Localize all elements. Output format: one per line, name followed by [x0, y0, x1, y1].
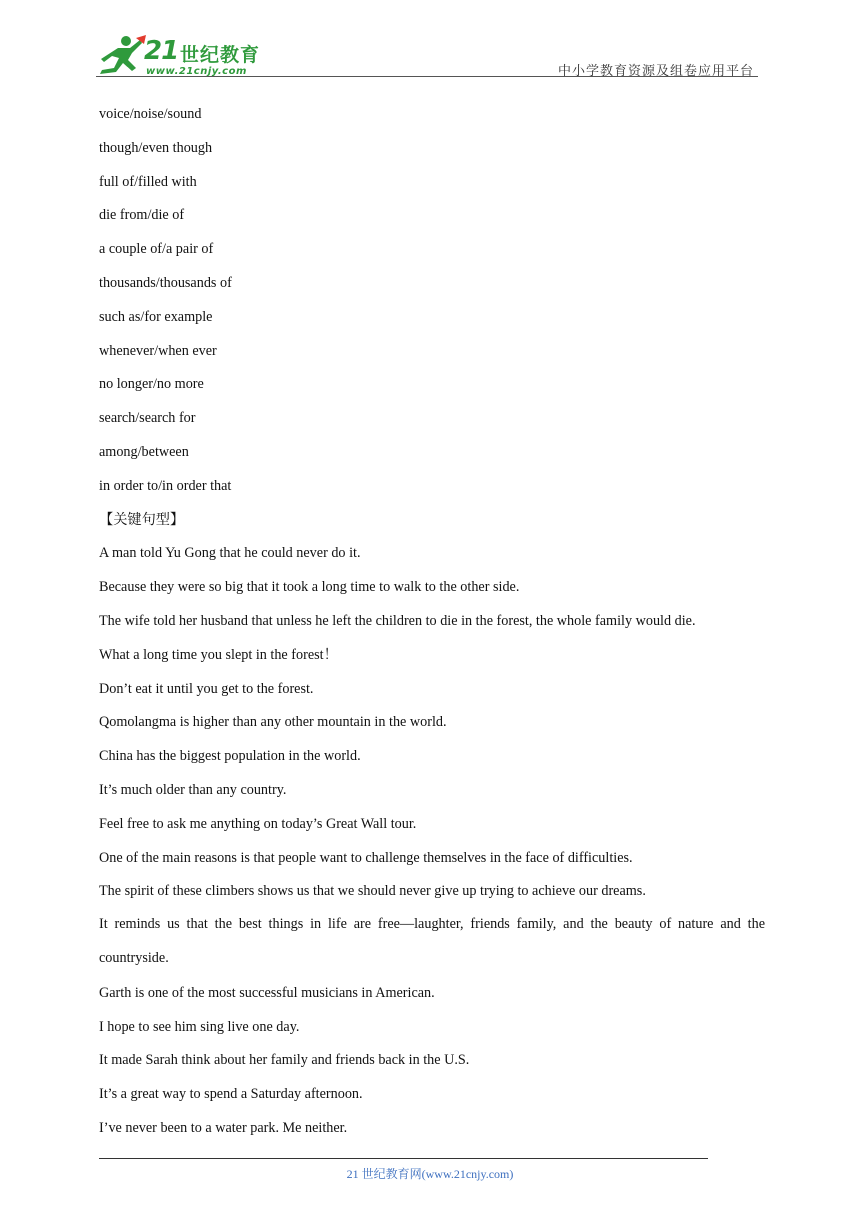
phrase-line: a couple of/a pair of	[99, 241, 214, 258]
sentence-line: It’s a great way to spend a Saturday afternoon.	[99, 1086, 363, 1103]
sentence-line: Garth is one of the most successful musicians in American.	[99, 984, 435, 1001]
logo-url: www.21cnjy.com	[146, 66, 247, 77]
phrase-line: die from/die of	[99, 207, 185, 224]
sentence-line: It reminds us that the best things in life are free—laughter, friends family, and the beauty of nature and the countryside.	[99, 916, 765, 966]
phrase-line: among/between	[99, 443, 189, 460]
phrase-line: no longer/no more	[99, 376, 204, 393]
sentence-line: I hope to see him sing live one day.	[99, 1018, 300, 1035]
phrase-line: in order to/in order that	[99, 477, 232, 494]
site-logo	[96, 32, 266, 78]
sentence-line: It made Sarah think about her family and friends back in the U.S.	[99, 1052, 470, 1069]
sentence-line: A man told Yu Gong that he could never do it.	[99, 545, 361, 562]
sentence-line: One of the main reasons is that people want to challenge themselves in the face of difficulties.	[99, 849, 633, 866]
sentence-line: China has the biggest population in the world.	[99, 748, 361, 765]
phrase-line: thousands/thousands of	[99, 274, 232, 291]
page-footer: 21 世纪教育网(www.21cnjy.com)	[346, 1167, 514, 1181]
sentence-line: The spirit of these climbers shows us that we should never give up trying to achieve our dreams.	[99, 883, 646, 900]
sentence-line: Because they were so big that it took a long time to walk to the other side.	[99, 579, 520, 596]
sentence-line: It’s much older than any country.	[99, 781, 287, 798]
sentence-line: I’ve never been to a water park. Me neither.	[99, 1119, 348, 1136]
sentence-line: Qomolangma is higher than any other mountain in the world.	[99, 714, 447, 731]
phrase-line: search/search for	[99, 410, 196, 427]
page-header	[96, 30, 758, 78]
sentence-line: Feel free to ask me anything on today’s Great Wall tour.	[99, 815, 417, 832]
header-divider	[96, 76, 758, 77]
section-title: 【关键句型】	[99, 511, 185, 528]
phrase-line: such as/for example	[99, 308, 213, 325]
phrase-line: voice/noise/sound	[99, 106, 202, 122]
sentence-line: The wife told her husband that unless he left the children to die in the forest, the whole family would die.	[99, 612, 696, 629]
footer-divider	[99, 1158, 708, 1159]
phrase-line: full of/filled with	[99, 173, 197, 190]
logo-text: 世纪教育	[180, 44, 261, 66]
phrase-line: whenever/when ever	[99, 342, 217, 359]
header-slogan: 中小学教育资源及组卷应用平台	[557, 63, 754, 78]
runner-logo-icon	[96, 34, 148, 76]
logo-number: 21	[144, 36, 179, 66]
document-body	[99, 104, 765, 1152]
sentence-line: What a long time you slept in the forest！	[99, 646, 338, 663]
phrase-line: though/even though	[99, 139, 213, 156]
sentence-line: Don’t eat it until you get to the forest.	[99, 680, 314, 697]
